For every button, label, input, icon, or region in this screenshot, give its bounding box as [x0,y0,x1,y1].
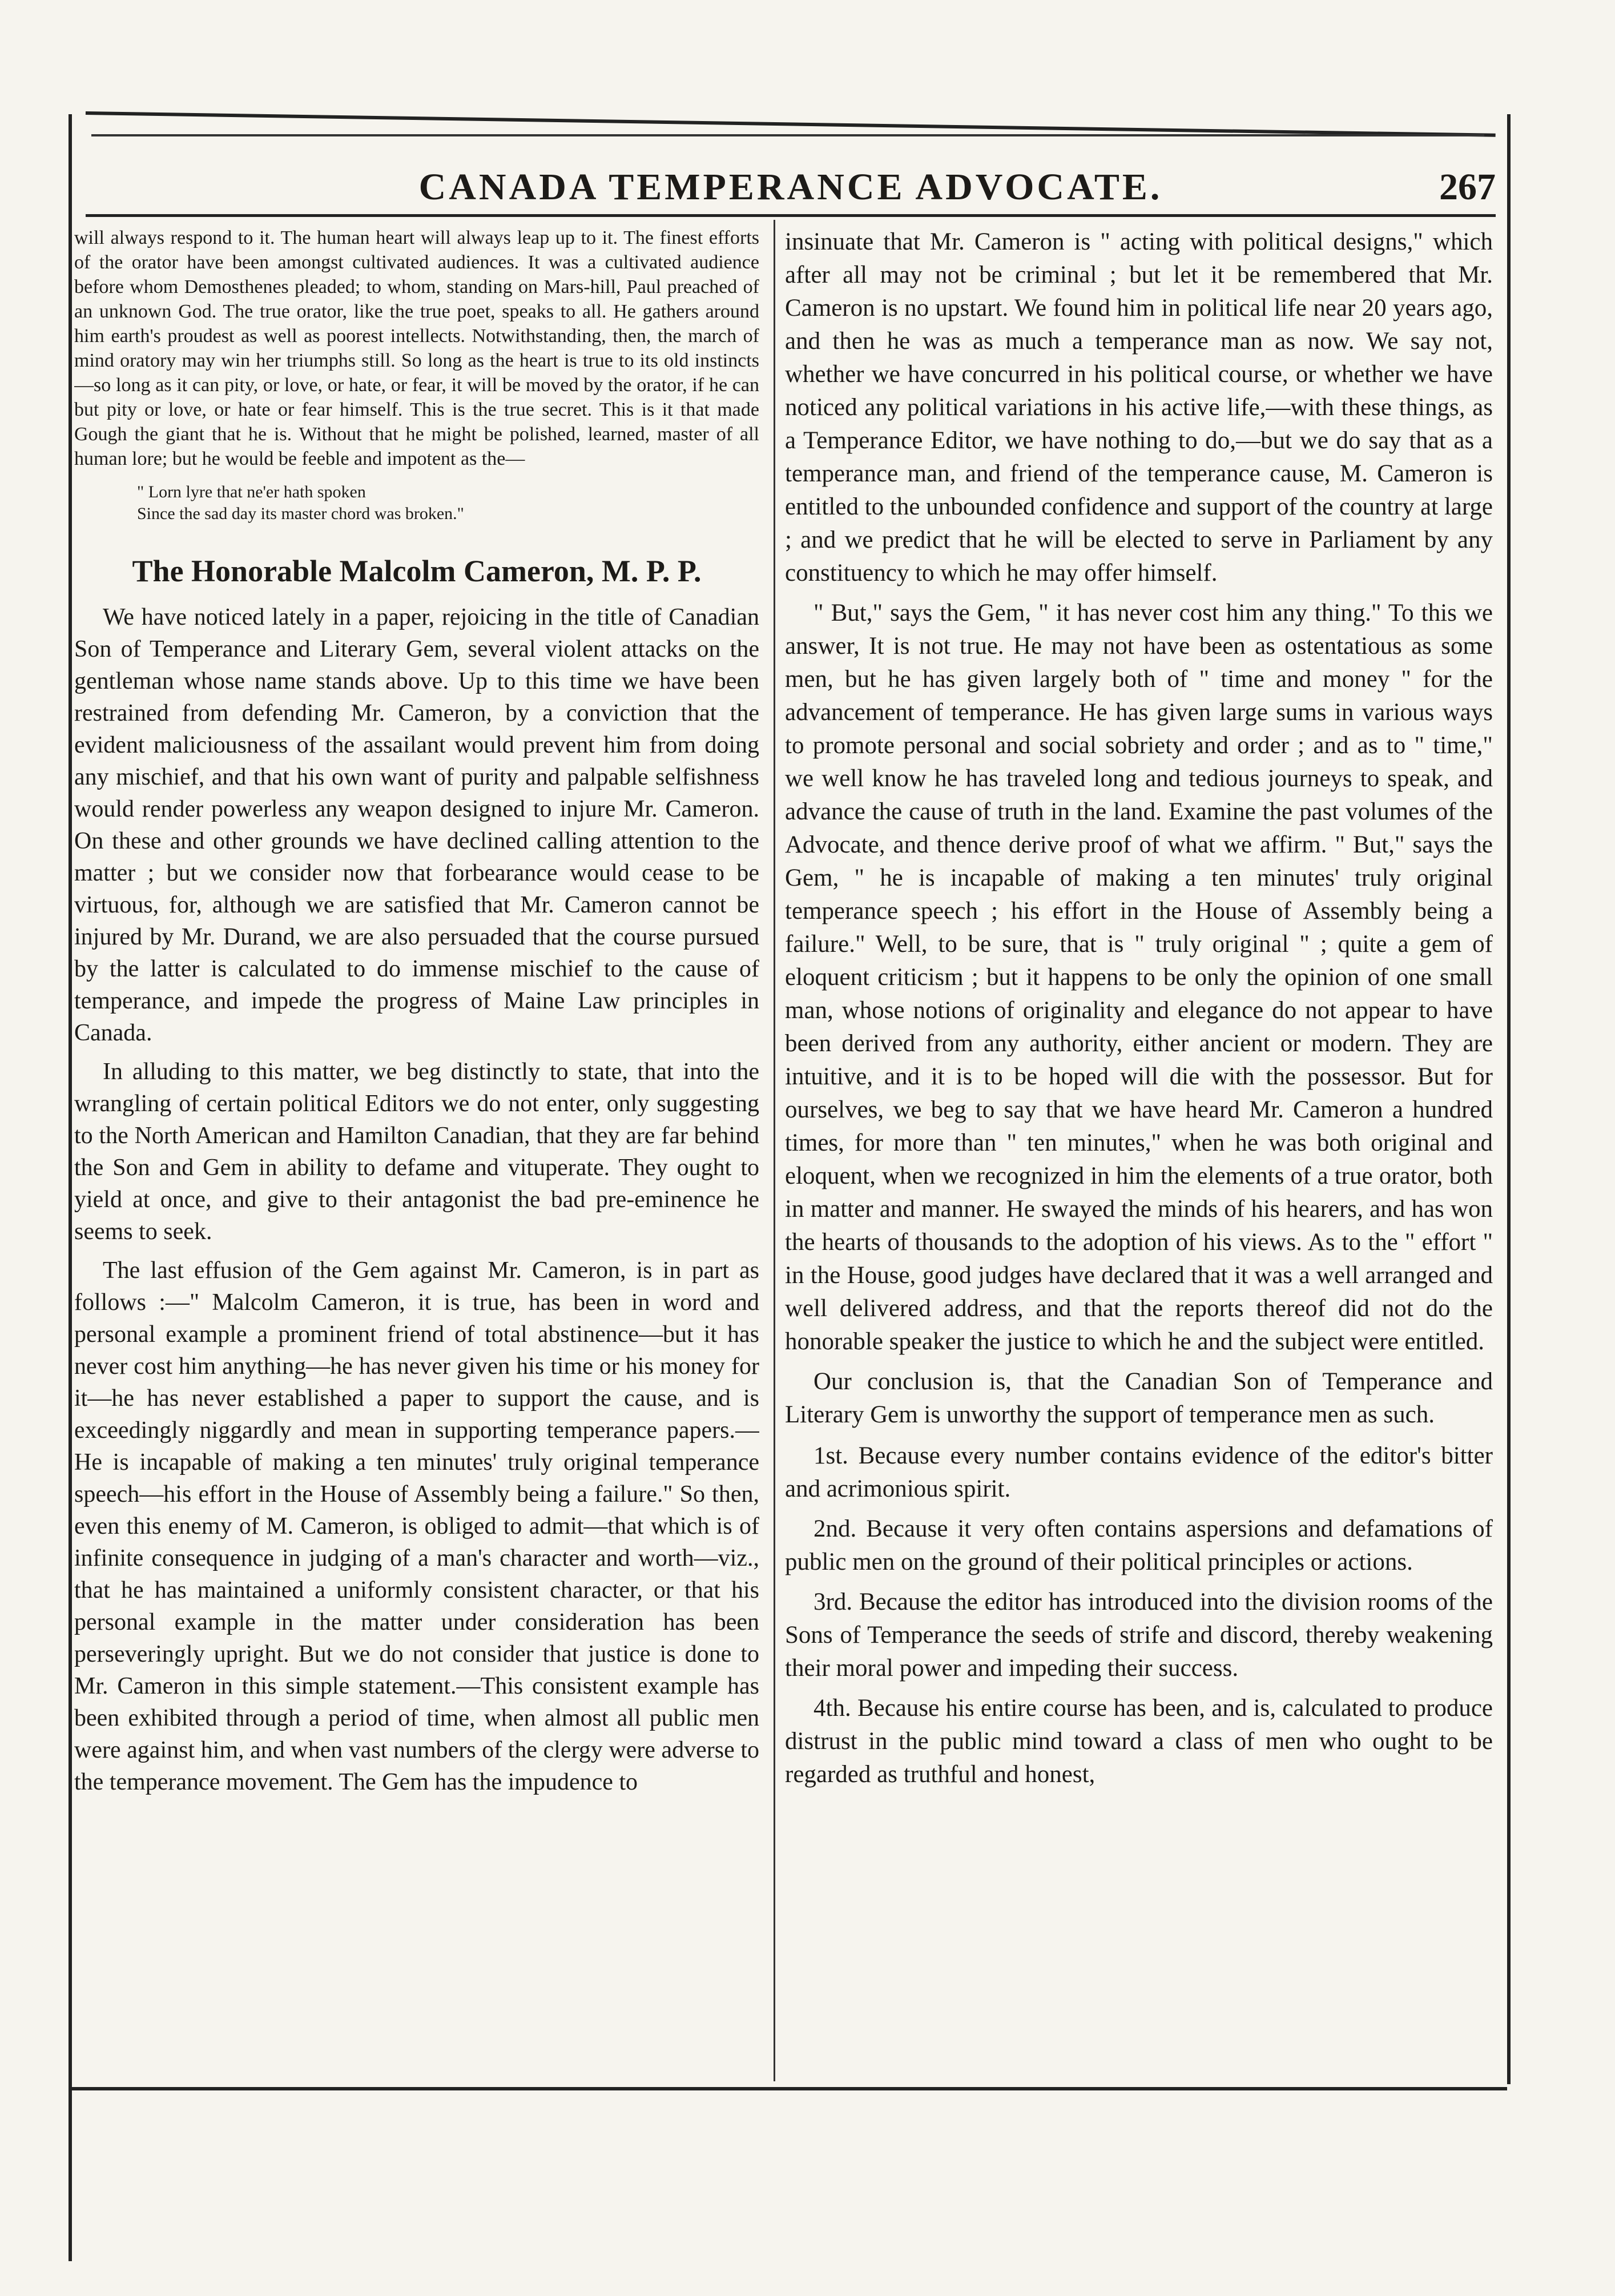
page-frame-left [69,114,72,2261]
article-paragraph: " But," says the Gem, " it has never cost him any thing." To this we answer, It is not true. He may not have been as ostentatious as some men, but he has given largely both of " time and money " for the advancement of temperance. He has given large sums in various ways to promote personal and social sobriety and order ; and as to " time," we well know he has traveled long and tedious journeys to speak, and advance the cause of truth in the land. Examine the past volumes of the Advocate, and thence derive proof of what we affirm. " But," says the Gem, " he is incapable of making a ten minutes' truly original temperance speech ; his effort in the House of Assembly being a failure." Well, to be sure, that is " truly original " ; quite a gem of eloquent criticism ; but it happens to be only the opinion of one small man, whose notions of originality and elegance do not appear to have been derived from any authority, either ancient or modern. They are intuitive, and it is to be hoped will die with the possessor. But for ourselves, we beg to say that we have heard Mr. Cameron a hundred times, for more than " ten minutes," when he was both original and eloquent, when we recognized in him the elements of a true orator, both in matter and manner. He swayed the minds of his hearers, and has won the hearts of thousands to the adoption of his views. As to the " effort " in the House, good judges have declared that it was a well arranged and well delivered address, and that the reports thereof did not do the honorable speaker the justice to which he and the subject were entitled. [785,600,1493,1355]
reason-list-item: 4th. Because his entire course has been, and is, calculated to produce distrust in the public mind toward a class of men who ought to be regarded as truthful and honest, [785,1695,1493,1788]
reason-list-item: 1st. Because every number contains evidence of the editor's bitter and acrimonious spirit. [785,1442,1493,1502]
poem-line-2: Since the sad day its master chord was broken." [137,504,464,523]
article-paragraph: Our conclusion is, that the Canadian Son of Temperance and Literary Gem is unworthy the support of temperance men as such. [785,1368,1493,1428]
article-paragraph: We have noticed lately in a paper, rejoicing in the title of Canadian Son of Temperance and Literary Gem, several violent attacks on the gentleman whose name stands above. Up to this time we have been restrained from defending Mr. Cameron, by a conviction that the evident maliciousness of the assailant would prevent him from doing any mischief, and that his own want of purity and palpable selfishness would render powerless any weapon designed to injure Mr. Cameron. On these and other grounds we have declined calling attention to the matter ; but we consider now that forbearance would cease to be virtuous, for, although we are satisfied that Mr. Cameron cannot be injured by Mr. Durand, we are also persuaded that the course pursued by the latter is calculated to do immense mischief to the cause of temperance, and impede the progress of Maine Law principles in Canada. [74,604,759,1046]
running-header-title: CANADA TEMPERANCE ADVOCATE. [418,166,1163,208]
article-paragraph: The last effusion of the Gem against Mr. Cameron, is in part as follows :—" Malcolm Cameron, it is true, has been in word and personal example a prominent friend of total abstinence—but it has never cost him anything—he has never given his time or his money for it—he has never established a paper to support the cause, and is exceedingly niggardly and mean in supporting temperance papers.—He is incapable of making a ten minutes' truly original temperance speech—his effort in the House of Assembly being a failure." So then, even this enemy of M. Cameron, is obliged to admit—that which is of infinite consequence in judging of a man's character and worth—viz., that he has maintained a uniformly consistent character, or that his personal example in the matter under consideration has been perseveringly upright. But we do not consider that justice is done to Mr. Cameron in this simple statement.—This consistent example has been exhibited through a period of time, when almost all public men were against him, and when vast numbers of the clergy were adverse to the temperance movement. The Gem has the impudence to [74,1257,759,1795]
page-frame-top-line [86,111,1496,137]
column-divider [774,220,775,2081]
page-frame-bottom [69,2087,1507,2090]
header-rule [86,214,1496,217]
reason-list-item: 2nd. Because it very often contains aspersions and defamations of public men on the ground of their political principles or actions. [785,1515,1493,1575]
page-frame-right [1507,114,1511,2084]
article-title: The Honorable Malcolm Cameron, M. P. P. [132,554,702,588]
article-paragraph: insinuate that Mr. Cameron is " acting with political designs," which after all may not be criminal ; but let it be remembered that Mr. Cameron is no upstart. We found him in political life near 20 years ago, and then he was as much a temperance man as now. We say not, whether we have concurred in his political course, or whether we have noticed any political variations in his active life,—with these things, as a Temperance Editor, we have nothing to do,—but we do say that as a temperance man, and friend of the temperance cause, M. Cameron is entitled to the unbounded confidence and support of the country at large ; and we predict that he will be elected to serve in Parliament by any constituency to which he may offer himself. [785,228,1493,586]
poem-quote [74,481,759,525]
right-column [785,226,1493,2081]
page-frame-inner-line [91,134,1484,136]
reason-list-item: 3rd. Because the editor has introduced into the division rooms of the Sons of Temperance the seeds of strife and discord, thereby weakening their moral power and impeding their success. [785,1589,1493,1682]
poem-line-1: " Lorn lyre that ne'er hath spoken [137,482,366,501]
intro-paragraph: will always respond to it. The human heart will always leap up to it. The finest efforts of the orator have been amongst cultivated audiences. It was a cultivated audience before whom Demosthenes pleaded; to whom, standing on Mars-hill, Paul preached of an unknown God. The true orator, like the true poet, speaks to all. He gathers around him earth's proudest as well as poorest intellects. Notwithstanding, then, the march of mind oratory may win her triumphs still. So long as the heart is true to its old instincts—so long as it can pity, or love, or hate, or fear, it will be moved by the orator, if he can but pity or love, or hate or fear himself. This is the true secret. This is it that made Gough the giant that he is. Without that he might be polished, learned, master of all human lore; but he would be feeble and impotent as the— [74,227,759,469]
left-column [74,226,759,2081]
page-number: 267 [1439,166,1496,208]
article-paragraph: In alluding to this matter, we beg distinctly to state, that into the wrangling of certain political Editors we do not enter, only suggesting to the North American and Hamilton Canadian, that they are far behind the Son and Gem in ability to defame and vituperate. They ought to yield at once, and give to their antagonist the bad pre-eminence he seems to seek. [74,1059,759,1245]
